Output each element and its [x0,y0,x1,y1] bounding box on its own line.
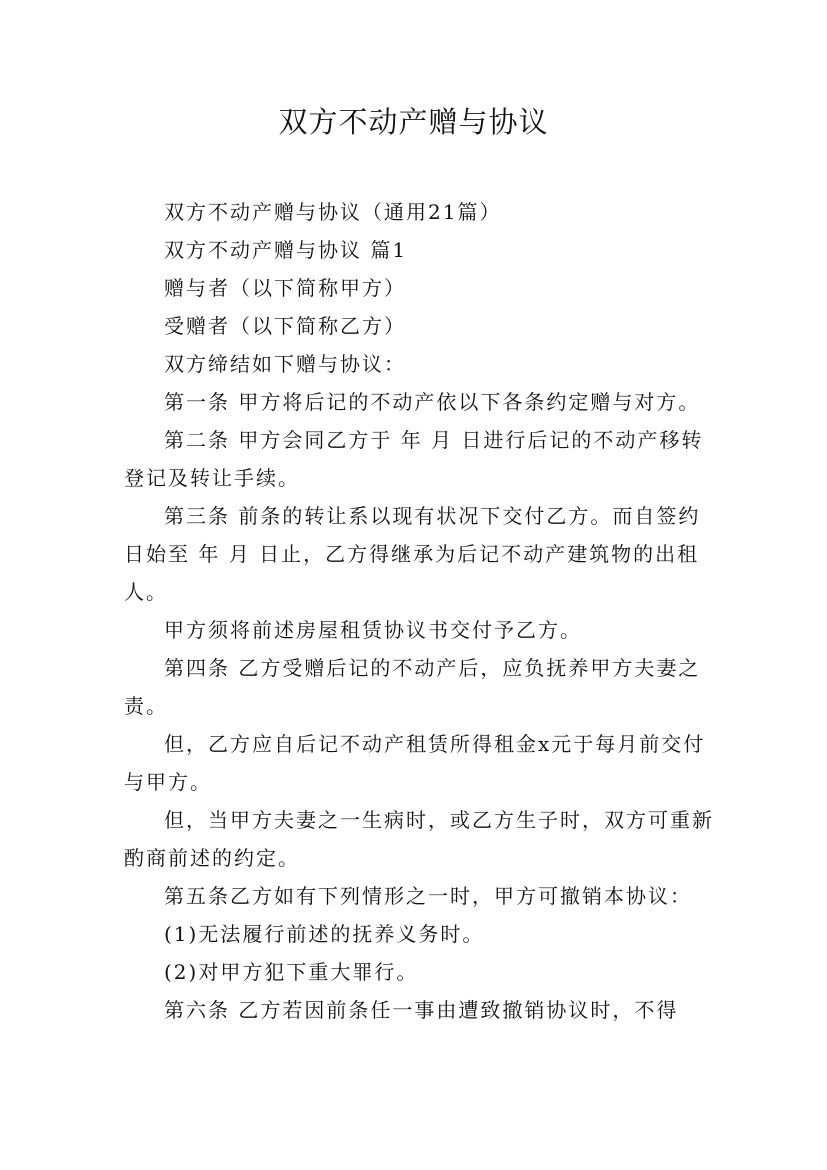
document-title: 双方不动产赠与协议 [278,105,549,139]
paragraph: 第二条 甲方会同乙方于 年 月 日进行后记的不动产移转登记及转让手续。 [124,428,704,490]
paragraph: 受赠者（以下简称乙方） [164,314,406,338]
paragraph: 但，当甲方夫妻之一生病时，或乙方生子时，双方可重新酌商前述的约定。 [124,808,714,870]
paragraph: 第五条乙方如有下列情形之一时，甲方可撤销本协议： [164,884,692,908]
paragraph: 但，乙方应自后记不动产租赁所得租金x元于每月前交付与甲方。 [124,732,706,794]
document-body [124,193,714,1029]
paragraph: 甲方须将前述房屋租赁协议书交付予乙方。 [164,618,582,642]
paragraph: (1)无法履行前述的抚养义务时。 [164,922,485,946]
paragraph: 双方缔结如下赠与协议： [164,352,406,376]
paragraph: 第四条 乙方受赠后记的不动产后，应负抚养甲方夫妻之责。 [124,656,701,718]
paragraph: 赠与者（以下简称甲方） [164,276,406,300]
paragraph: 第一条 甲方将后记的不动产依以下各条约定赠与对方。 [164,390,701,414]
paragraph: (2)对甲方犯下重大罪行。 [164,960,419,984]
paragraph: 第六条 乙方若因前条任一事由遭致撤销协议时，不得 [164,998,679,1022]
paragraph: 双方不动产赠与协议 篇1 [164,238,408,262]
paragraph: 第三条 前条的转让系以现有状况下交付乙方。而自签约日始至 年 月 日止，乙方得继承为后记不动产建筑物的出租人。 [124,504,701,604]
paragraph: 双方不动产赠与协议（通用21篇） [164,200,502,224]
